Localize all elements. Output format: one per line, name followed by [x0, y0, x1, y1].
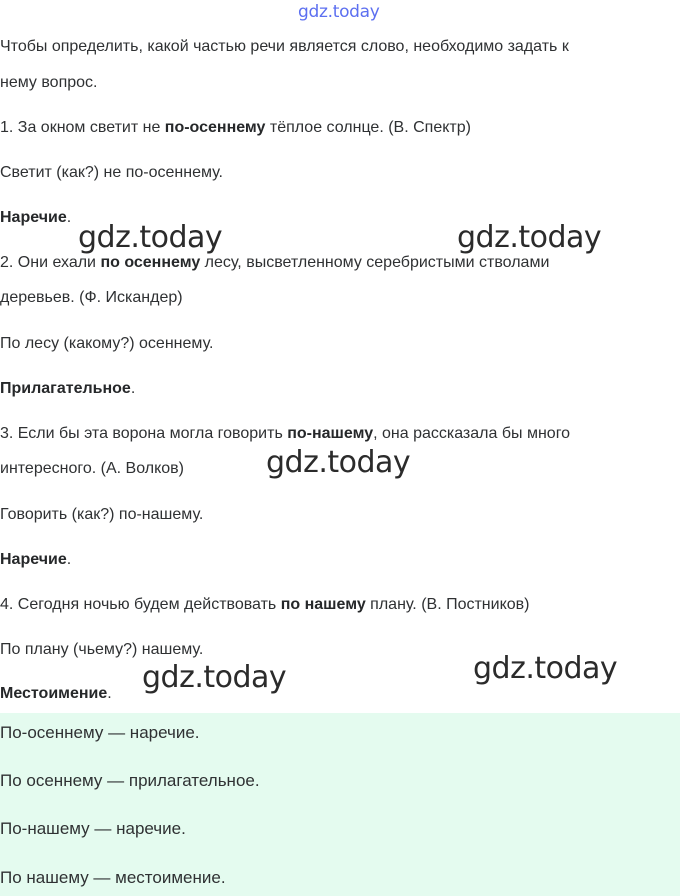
summary-line-3: По-нашему — наречие. — [0, 819, 186, 838]
question-line-4: По плану (чьему?) нашему. — [0, 641, 204, 658]
header-watermark: gdz.today — [298, 2, 380, 22]
question-line-1: Светит (как?) не по-осеннему. — [0, 164, 223, 181]
sentence-text: 4. Сегодня ночью будем действовать — [0, 596, 281, 613]
highlighted-word: по осеннему — [100, 254, 201, 271]
sentence-text: лесу, высветленному серебристыми стволами — [200, 254, 550, 271]
watermark: gdz.today — [457, 220, 602, 255]
question-line-3: Говорить (как?) по-нашему. — [0, 506, 204, 523]
answer-line-2: Прилагательное. — [0, 380, 136, 397]
answer-label: Наречие — [0, 209, 67, 226]
example-sentence-1 — [0, 118, 471, 138]
summary-line-4: По нашему — местоимение. — [0, 868, 226, 887]
sentence-text: тёплое солнце. (В. Спектр) — [265, 119, 471, 136]
watermark: gdz.today — [78, 220, 223, 255]
example-sentence-4 — [0, 595, 529, 615]
example-sentence-2 — [0, 253, 549, 273]
sentence-text: 3. Если бы эта ворона могла говорить — [0, 425, 288, 442]
summary-line-1: По-осеннему — наречие. — [0, 723, 200, 742]
watermark: gdz.today — [266, 445, 411, 480]
watermark: gdz.today — [142, 660, 287, 695]
highlighted-word: по-осеннему — [164, 119, 266, 136]
answer-line-4: Местоимение. — [0, 685, 112, 702]
intro-text-line-2: нему вопрос. — [0, 74, 98, 91]
question-line-2: По лесу (какому?) осеннему. — [0, 335, 214, 352]
highlighted-word: по-нашему — [287, 425, 374, 442]
watermark: gdz.today — [473, 651, 618, 686]
sentence-text: плану. (В. Постников) — [365, 596, 530, 613]
answer-line-3: Наречие. — [0, 551, 72, 568]
sentence-text: 1. За окном светит не — [0, 119, 165, 136]
sentence-text: , она рассказала бы много — [373, 425, 571, 442]
summary-box — [0, 713, 680, 896]
answer-label: Прилагательное — [0, 380, 131, 397]
example-sentence-3-line-2: интересного. (А. Волков) — [0, 460, 184, 477]
answer-label: Местоимение — [0, 685, 108, 702]
example-sentence-3 — [0, 424, 570, 444]
highlighted-word: по нашему — [280, 596, 366, 613]
summary-line-2: По осеннему — прилагательное. — [0, 771, 260, 790]
answer-line-1: Наречие. — [0, 209, 72, 226]
answer-label: Наречие — [0, 551, 67, 568]
example-sentence-2-line-2: деревьев. (Ф. Искандер) — [0, 289, 183, 306]
intro-text-line-1: Чтобы определить, какой частью речи является слово, необходимо задать к — [0, 38, 569, 55]
sentence-text: 2. Они ехали — [0, 254, 101, 271]
